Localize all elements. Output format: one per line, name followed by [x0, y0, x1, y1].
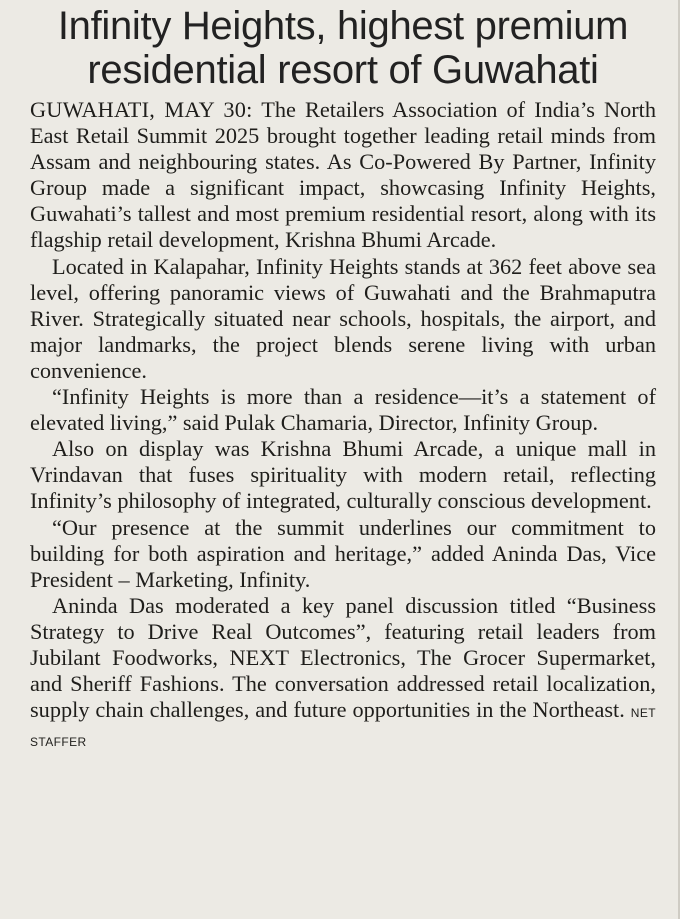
- paragraph-5: “Our presence at the summit underlines our commitment to building for both aspiration and heritage,” added Aninda Das, Vice President – Marketing, Infinity.: [30, 514, 656, 592]
- article-body: [30, 97, 656, 755]
- paragraph-2: Located in Kalapahar, Infinity Heights stands at 362 feet above sea level, offering panoramic views of Guwahati and the Brahmaputra River. Strategically situated near schools, hospitals, the airport, and major landmarks, the project blends serene living with urban convenience.: [30, 253, 656, 383]
- paragraph-4: Also on display was Krishna Bhumi Arcade, a unique mall in Vrindavan that fuses spirituality with modern retail, reflecting Infinity’s philosophy of integrated, culturally conscious development.: [30, 436, 656, 514]
- paragraph-1: [30, 97, 656, 254]
- byline: NET STAFFER: [30, 706, 656, 750]
- paragraph-6-text: Aninda Das moderated a key panel discussion titled “Business Strategy to Drive Real Outcomes”, featuring retail leaders from Jubilant Foodworks, NEXT Electronics, The Grocer Supermarket, and Sheriff Fashions. The conversation addressed retail localization, supply chain challenges, and future opportunities in the Northeast.: [30, 592, 656, 723]
- headline: [30, 0, 656, 92]
- paragraph-1-text: The Retailers Association of India’s North East Retail Summit 2025 brought together leading retail minds from Assam and neighbouring states. As Co-Powered By Partner, Infinity Group made a significant impact, showcasing Infinity Heights, Guwahati’s tallest and most premium residential resort, along with its flagship retail development, Krishna Bhumi Arcade.: [30, 97, 657, 253]
- paragraph-3: “Infinity Heights is more than a residence—it’s a statement of elevated living,” said Pulak Chamaria, Director, Infinity Group.: [30, 384, 656, 436]
- paragraph-6: [30, 593, 656, 756]
- dateline: GUWAHATI, MAY 30:: [30, 97, 253, 122]
- headline-line-2: residential resort of Guwahati: [87, 48, 599, 92]
- headline-line-1: Infinity Heights, highest premium: [57, 4, 629, 48]
